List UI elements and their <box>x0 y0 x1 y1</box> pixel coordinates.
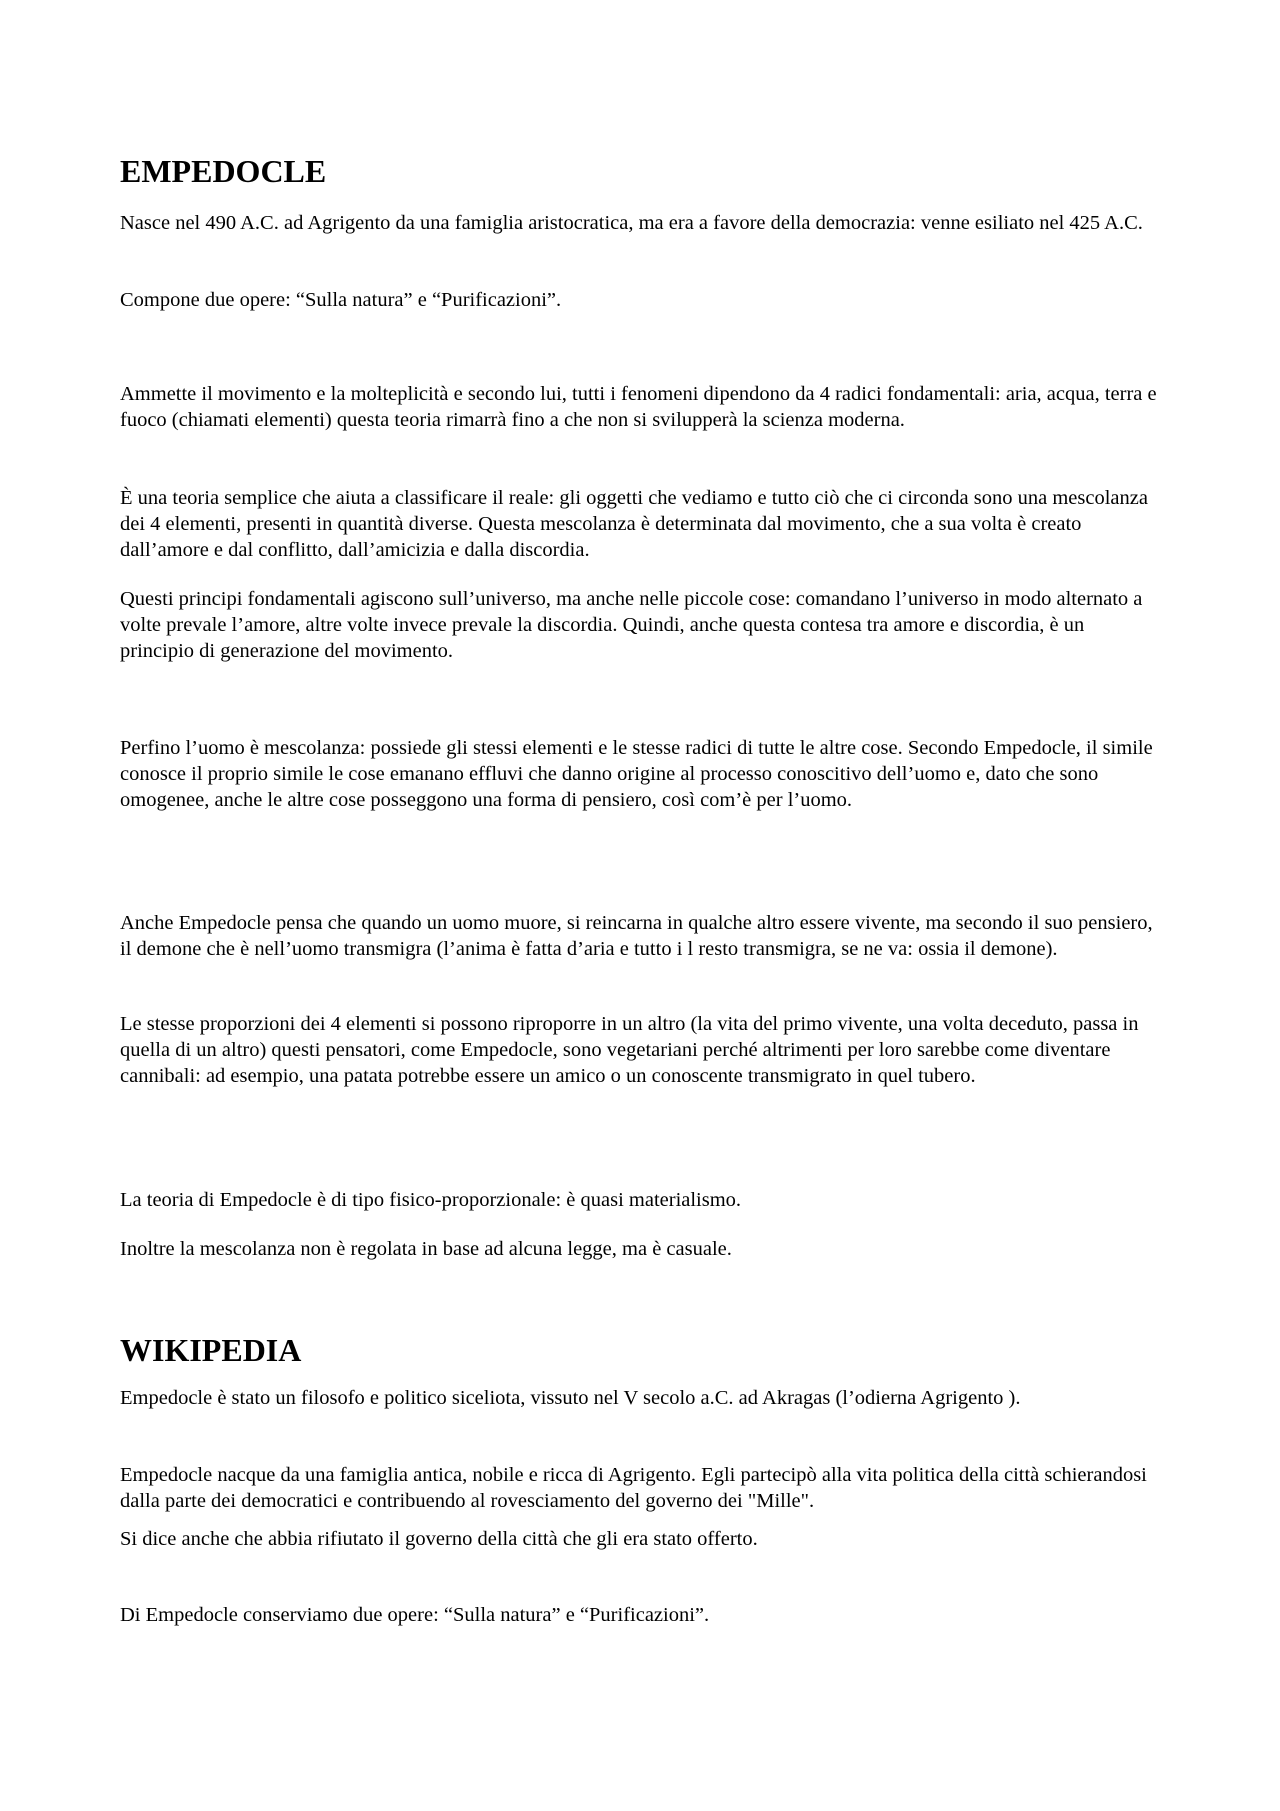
paragraph-wiki-intro: Empedocle è stato un filosofo e politico siceliota, vissuto nel V secolo a.C. ad Akragas (l’odierna Agrigento ). <box>120 1387 1021 1409</box>
paragraph-mixture: È una teoria semplice che aiuta a classificare il reale: gli oggetti che vediamo e tutto ciò che ci circonda sono una mescolanza dei 4 elementi, presenti in quantità diverse. Questa mescolanza è determinata dal movimento, che a sua volta è creato dall’amore e dal conflitto, dall’amicizia e dalla discordia. <box>120 487 1148 561</box>
section-title-wikipedia: WIKIPEDIA <box>120 1332 302 1368</box>
section-title-empedocle: EMPEDOCLE <box>120 153 327 189</box>
paragraph-birth: Nasce nel 490 A.C. ad Agrigento da una famiglia aristocratica, ma era a favore della democrazia: venne esiliato nel 425 A.C. <box>120 212 1143 234</box>
paragraph-love-discord: Questi principi fondamentali agiscono sull’universo, ma anche nelle piccole cose: comandano l’universo in modo alternato a volte prevale l’amore, altre volte invece prevale la discordia. Quindi, anche questa contesa tra amore e discordia, è un principio di generazione del movimento. <box>120 588 1143 662</box>
paragraph-materialism: La teoria di Empedocle è di tipo fisico-proporzionale: è quasi materialismo. <box>120 1189 742 1211</box>
paragraph-reincarnation: Anche Empedocle pensa che quando un uomo muore, si reincarna in qualche altro essere vivente, ma secondo il suo pensiero, il demone che è nell’uomo transmigra (l’anima è fatta d’aria e tutto i l resto transmigra, se ne va: ossia il demone). <box>120 912 1153 960</box>
paragraph-four-roots: Ammette il movimento e la molteplicità e secondo lui, tutti i fenomeni dipendono da 4 radici fondamentali: aria, acqua, terra e fuoco (chiamati elementi) questa teoria rimarrà fino a che non si svilupperà la scienza moderna. <box>120 383 1157 431</box>
paragraph-wiki-refusal: Si dice anche che abbia rifiutato il governo della città che gli era stato offerto. <box>120 1528 758 1550</box>
paragraph-vegetarianism: Le stesse proporzioni dei 4 elementi si possono riproporre in un altro (la vita del primo vivente, una volta deceduto, passa in quella di un altro) questi pensatori, come Empedocle, sono vegetariani perché altrimenti per loro sarebbe come diventare cannibali: ad esempio, una patata potrebbe essere un amico o un conoscente transmigrato in quel tubero. <box>120 1013 1139 1087</box>
paragraph-wiki-works: Di Empedocle conserviamo due opere: “Sulla natura” e “Purificazioni”. <box>120 1604 710 1626</box>
paragraph-casual-mixture: Inoltre la mescolanza non è regolata in base ad alcuna legge, ma è casuale. <box>120 1238 732 1260</box>
paragraph-works: Compone due opere: “Sulla natura” e “Purificazioni”. <box>120 289 562 311</box>
paragraph-wiki-family: Empedocle nacque da una famiglia antica, nobile e ricca di Agrigento. Egli partecipò alla vita politica della città schierandosi dalla parte dei democratici e contribuendo al rovesciamento del governo dei "Mille". <box>120 1464 1147 1512</box>
paragraph-man-mixture: Perfino l’uomo è mescolanza: possiede gli stessi elementi e le stesse radici di tutte le altre cose. Secondo Empedocle, il simile conosce il proprio simile le cose emanano effluvi che danno origine al processo conoscitivo dell’uomo e, dato che sono omogenee, anche le altre cose posseggono una forma di pensiero, così com’è per l’uomo. <box>120 737 1153 811</box>
